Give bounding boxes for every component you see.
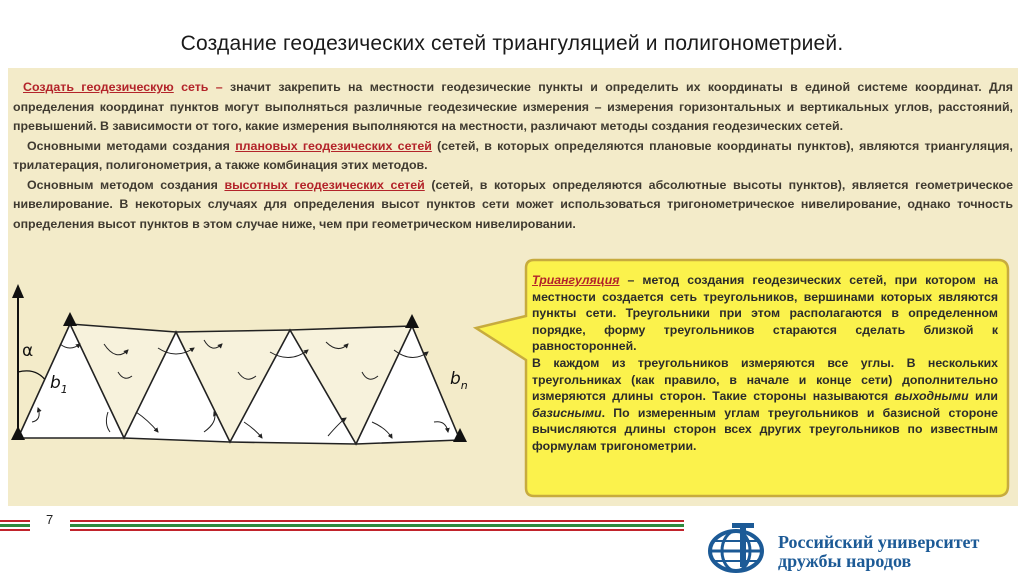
term-output-sides: выходными <box>894 389 969 404</box>
university-name-line2: дружбы народов <box>778 551 912 571</box>
term-create-network: Создать геодезическую <box>23 80 174 94</box>
callout-text-part: или <box>968 389 998 404</box>
callout-text-part: . По измеренным углам треугольников и базисной стороне вычисляются длины сторон всех других треугольников по известным формулам тригонометрии. <box>532 405 998 453</box>
callout-text-part: В каждом из треугольников измеряются все углы. В нескольких треугольниках (как правило, в начале и конце сети) дополнительно измеряются длины сторон. Такие стороны называются <box>532 355 998 404</box>
base-b1-label: $b_1$ <box>50 373 68 396</box>
north-arrow-head <box>12 284 24 298</box>
term-triangulation: Триангуляция <box>532 273 620 287</box>
term-connector: сеть – <box>173 80 230 94</box>
paragraph-text: значит закрепить на местности геодезические пункты и определить их координаты в единой системе координат. Для определения координат пунктов могут выполняться различные геодезические измерения – измерения горизонтальных и вертикальных углов, расстояний, превышений. В зависимости от того, какие измерения выполняются на местности, различают методы создания геодезических сетей. <box>13 80 1013 133</box>
paragraph-text: Основными методами создания <box>27 138 236 153</box>
body-text <box>13 78 1013 234</box>
callout-paragraph-measurements <box>532 355 998 455</box>
paragraph-planar-networks <box>13 137 1013 176</box>
footer-stripes <box>0 520 690 532</box>
term-planar-networks: плановых геодезических сетей <box>235 138 432 153</box>
alpha-label: α <box>22 341 34 361</box>
page-number: 7 <box>46 512 54 527</box>
paragraph-text: (сетей, в которых определяются абсолютные высоты пунктов), является геометрическое нивелирование. В некоторых случаях для определения высот пунктов сети может использоваться тригонометрическое нивелирование, однако точность определения высот пунктов в этом случае ниже, чем при геометрическом нивелировании. <box>13 177 1013 231</box>
paragraph-text: (сетей, в которых определяются плановые координаты пунктов), являются триангуляция, трилатерация, полигонометрия, а также комбинация этих методов. <box>13 138 1013 172</box>
paragraph-height-networks <box>13 176 1013 235</box>
slide-title: Создание геодезических сетей триангуляцией и полигонометрией. <box>180 32 844 55</box>
paragraph-text: Основным методом создания <box>27 177 225 192</box>
callout-text-part: – метод создания геодезических сетей, при котором на местности создается сеть треугольников, вершинами которых являются пункты сети. Треугольники при этом располагаются в определенном порядке, форму треугольников стараются сделать близкой к равносторонней. <box>532 273 998 354</box>
university-name-line1: Российский университет <box>778 532 980 552</box>
term-height-networks: высотных геодезических сетей <box>224 177 425 192</box>
term-base-sides: базисными <box>532 405 602 420</box>
base-bn-label: $b_n$ <box>450 369 468 392</box>
callout-text <box>532 272 998 455</box>
callout-paragraph-definition <box>532 272 998 355</box>
university-logo-text <box>778 533 979 571</box>
paragraph-network-definition <box>13 78 1013 137</box>
triangulation-diagram <box>8 272 478 458</box>
university-logo-emblem <box>706 521 772 573</box>
